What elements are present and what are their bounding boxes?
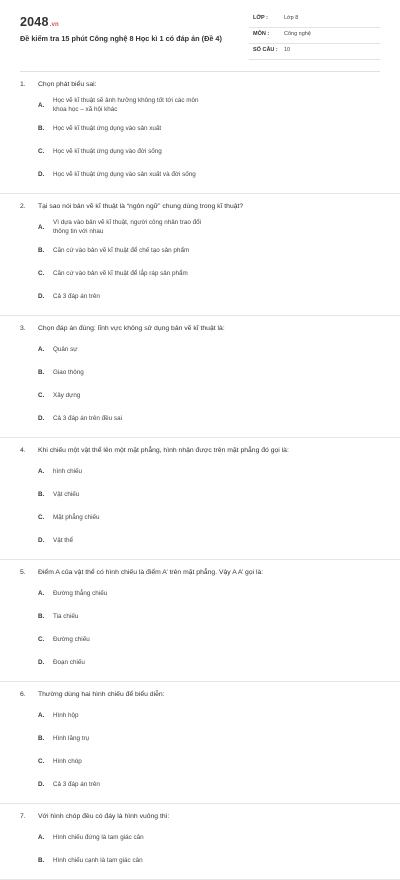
- answer-option[interactable]: [38, 728, 211, 748]
- option-letter: C.: [38, 147, 45, 155]
- logo-suffix: .vn: [49, 22, 59, 28]
- answer-option[interactable]: [38, 629, 211, 649]
- option-letter: C.: [38, 757, 45, 765]
- meta-row-count: [249, 44, 380, 60]
- question-header: [20, 446, 382, 455]
- question-item: [0, 316, 400, 438]
- option-text: Hình chóp: [53, 757, 82, 765]
- option-letter: D.: [38, 414, 45, 422]
- answer-option[interactable]: [38, 507, 211, 527]
- option-text: Cả 3 đáp án trên đều sai: [53, 414, 122, 422]
- answer-option[interactable]: [38, 217, 211, 237]
- option-text: Học vẽ kĩ thuật ứng dụng vào sản xuất và đời sống: [53, 170, 196, 178]
- option-letter: B.: [38, 856, 45, 864]
- meta-value: Công nghệ: [284, 31, 311, 37]
- option-text: Đoạn chiếu: [53, 658, 85, 666]
- answer-options: [20, 461, 382, 553]
- option-letter: A.: [38, 467, 45, 475]
- question-item: [0, 560, 400, 682]
- option-letter: A.: [38, 345, 45, 353]
- question-text: Khi chiếu một vật thể lên một mặt phẳng, hình nhận được trên mặt phẳng đó gọi là:: [38, 447, 289, 454]
- option-text: Vì dựa vào bản vẽ kĩ thuật, người công nhân trao đổi thông tin với nhau: [53, 219, 202, 235]
- question-text: Tại sao nói bản vẽ kĩ thuật là “ngôn ngữ” chung dùng trong kĩ thuật?: [38, 203, 244, 210]
- answer-option[interactable]: [38, 606, 211, 626]
- page-title: Đề kiểm tra 15 phút Công nghệ 8 Học kì 1 có đáp án (Đề 4): [20, 34, 222, 43]
- option-text: Cả 3 đáp án trên: [53, 780, 100, 788]
- question-item: [0, 804, 400, 880]
- option-letter: D.: [38, 780, 45, 788]
- answer-options: [20, 339, 382, 431]
- option-text: Vật chiếu: [53, 490, 80, 498]
- option-text: Đường chiếu: [53, 635, 90, 643]
- option-text: Hình chiếu cạnh là tam giác cân: [53, 856, 143, 864]
- meta-row-subject: [249, 28, 380, 44]
- meta-label: MÔN :: [253, 31, 270, 37]
- meta-value: 10: [284, 47, 291, 53]
- option-text: hình chiếu: [53, 467, 83, 475]
- question-number: 5.: [20, 569, 26, 576]
- header: [0, 0, 400, 64]
- question-header: [20, 812, 382, 821]
- option-letter: C.: [38, 391, 45, 399]
- option-text: Căn cứ vào bản vẽ kĩ thuật để chế tạo sản phẩm: [53, 246, 190, 254]
- option-text: Hình lăng trụ: [53, 734, 90, 742]
- answer-options: [20, 583, 382, 675]
- answer-option[interactable]: [38, 484, 211, 504]
- question-number: 1.: [20, 81, 26, 88]
- option-letter: C.: [38, 513, 45, 521]
- option-letter: B.: [38, 490, 45, 498]
- option-letter: B.: [38, 734, 45, 742]
- question-number: 4.: [20, 447, 26, 454]
- question-number: 6.: [20, 691, 26, 698]
- question-list: [0, 72, 400, 880]
- question-header: [20, 80, 382, 89]
- question-number: 2.: [20, 203, 26, 210]
- option-letter: B.: [38, 124, 45, 132]
- option-text: Cả 3 đáp án trên: [53, 292, 100, 300]
- answer-option[interactable]: [38, 408, 211, 428]
- option-letter: A.: [38, 589, 45, 597]
- answer-option[interactable]: [38, 362, 211, 382]
- meta-label: LỚP :: [253, 15, 268, 21]
- question-text: Chọn đáp án đúng: lĩnh vực không sử dụng bản vẽ kĩ thuật là:: [38, 325, 225, 332]
- answer-option[interactable]: [38, 583, 211, 603]
- answer-option[interactable]: [38, 530, 211, 550]
- question-header: [20, 690, 382, 699]
- question-item: [0, 682, 400, 804]
- question-item: [0, 194, 400, 316]
- question-text: Chọn phát biểu sai:: [38, 81, 97, 88]
- option-letter: A.: [38, 223, 45, 231]
- answer-option[interactable]: [38, 141, 211, 161]
- option-letter: A.: [38, 101, 45, 109]
- meta-value: Lớp 8: [284, 15, 299, 21]
- option-letter: B.: [38, 368, 45, 376]
- question-text: Với hình chóp đều có đáy là hình vuông thì:: [38, 813, 170, 820]
- answer-option[interactable]: [38, 286, 211, 306]
- option-text: Quân sự: [53, 345, 78, 353]
- answer-option[interactable]: [38, 118, 211, 138]
- option-letter: D.: [38, 292, 45, 300]
- meta-table: [249, 12, 380, 60]
- option-letter: A.: [38, 711, 45, 719]
- option-letter: C.: [38, 269, 45, 277]
- question-number: 3.: [20, 325, 26, 332]
- answer-option[interactable]: [38, 95, 211, 115]
- answer-option[interactable]: [38, 385, 211, 405]
- option-letter: C.: [38, 635, 45, 643]
- option-letter: D.: [38, 658, 45, 666]
- question-header: [20, 202, 382, 211]
- question-header: [20, 568, 382, 577]
- option-text: Học vẽ kĩ thuật ứng dụng vào đời sống: [53, 147, 162, 155]
- answer-option[interactable]: [38, 263, 211, 283]
- answer-option[interactable]: [38, 164, 211, 184]
- option-text: Tia chiếu: [53, 612, 79, 620]
- option-text: Hình hộp: [53, 711, 79, 719]
- option-text: Hình chiếu đứng là tam giác cân: [53, 833, 144, 841]
- logo-main: 2048: [20, 15, 49, 29]
- option-text: Mặt phẳng chiếu: [53, 513, 100, 521]
- answer-option[interactable]: [38, 461, 211, 481]
- option-letter: B.: [38, 246, 45, 254]
- meta-row-class: [249, 12, 380, 28]
- site-logo[interactable]: [20, 15, 59, 29]
- option-text: Căn cứ vào bản vẽ kĩ thuật để lắp ráp sản phẩm: [53, 269, 188, 277]
- answer-option[interactable]: [38, 751, 211, 771]
- option-letter: A.: [38, 833, 45, 841]
- option-text: Xây dựng: [53, 391, 81, 399]
- answer-options: [20, 705, 382, 797]
- answer-option[interactable]: [38, 339, 211, 359]
- answer-option[interactable]: [38, 827, 211, 847]
- answer-option[interactable]: [38, 240, 211, 260]
- option-letter: D.: [38, 170, 45, 178]
- option-text: Giao thông: [53, 368, 84, 376]
- option-text: Học vẽ kĩ thuật ứng dụng vào sản xuất: [53, 124, 162, 132]
- question-header: [20, 324, 382, 333]
- answer-options: [20, 827, 382, 873]
- answer-options: [20, 217, 382, 309]
- option-text: Vật thể: [53, 536, 73, 544]
- question-item: [0, 438, 400, 560]
- question-text: Điểm A của vật thể có hình chiếu là điểm A’ trên mặt phẳng. Vậy A A’ gọi là:: [38, 569, 264, 576]
- option-letter: D.: [38, 536, 45, 544]
- answer-option[interactable]: [38, 705, 211, 725]
- answer-option[interactable]: [38, 652, 211, 672]
- option-text: Học vẽ kĩ thuật sẽ ảnh hưởng không tốt tới các môn khoa học – xã hội khác: [53, 97, 199, 113]
- option-text: Đường thẳng chiếu: [53, 589, 108, 597]
- option-letter: B.: [38, 612, 45, 620]
- question-number: 7.: [20, 813, 26, 820]
- answer-options: [20, 95, 382, 187]
- answer-option[interactable]: [38, 850, 211, 870]
- question-text: Thường dùng hai hình chiếu để biểu diễn:: [38, 691, 165, 698]
- answer-option[interactable]: [38, 774, 211, 794]
- meta-label: SỐ CÂU :: [253, 47, 278, 53]
- question-item: [0, 72, 400, 194]
